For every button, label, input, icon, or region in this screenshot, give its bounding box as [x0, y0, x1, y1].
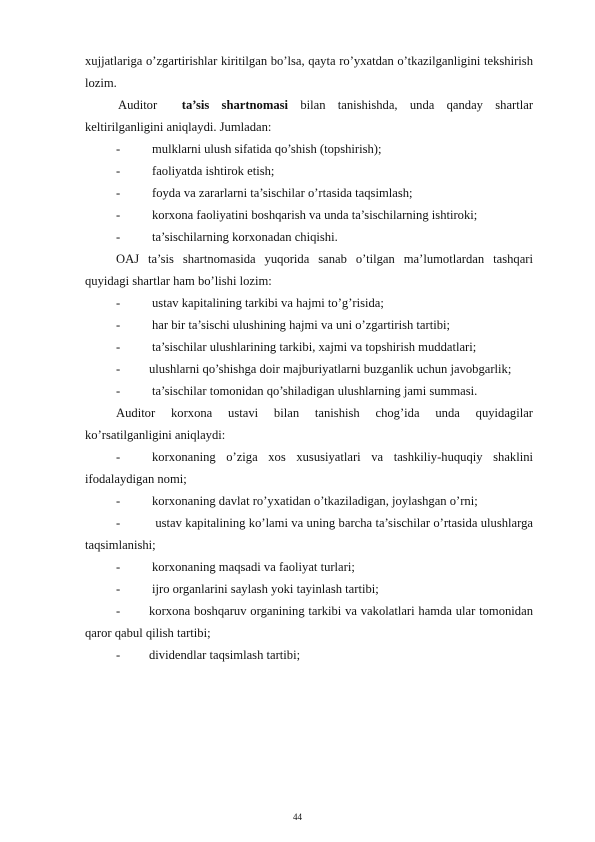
list-item: - foyda va zararlarni ta’sischilar o’rtasida taqsimlash; [85, 182, 533, 204]
paragraph-charter: Auditor korxona ustavi bilan tanishish chog’ida unda quyidagilar ko’rsatilganligini aniqlaydi: [85, 406, 533, 442]
list-oaj-conditions [85, 292, 533, 402]
dash-marker: - [116, 494, 121, 508]
list-item: - ijro organlarini saylash yoki tayinlash tartibi; [85, 578, 533, 600]
list-item: - korxona boshqaruv organining tarkibi va vakolatlari hamda ular tomonidan qaror qabul qilish tartibi; [85, 600, 533, 644]
dash-marker: - [116, 648, 121, 662]
list-charter-contents [85, 446, 533, 666]
paragraph-lead: Auditor [118, 98, 158, 112]
list-item: - ulushlarni qo’shishga doir majburiyatlarni buzganlik uchun javobgarlik; [85, 358, 533, 380]
dash-marker: - [116, 340, 121, 354]
dash-marker: - [116, 142, 121, 156]
paragraph-oaj: OAJ ta’sis shartnomasida yuqorida sanab o’tilgan ma’lumotlardan tashqari quyidagi shartlar ham bo’lishi lozim: [85, 252, 533, 288]
list-item: - korxonaning davlat ro’yxatidan o’tkaziladigan, joylashgan o’rni; [85, 490, 533, 512]
list-item: - korxona faoliyatini boshqarish va unda ta’sischilarning ishtiroki; [85, 204, 533, 226]
dash-marker: - [116, 450, 121, 464]
dash-marker: - [116, 516, 121, 530]
dash-marker: - [116, 384, 121, 398]
list-item: - ta’sischilarning korxonadan chiqishi. [85, 226, 533, 248]
list-item: - mulklarni ulush sifatida qo’shish (topshirish); [85, 138, 533, 160]
dash-marker: - [116, 164, 121, 178]
paragraph-rest: bilan tanishishda, unda qanday shartlar keltirilganligini aniqlaydi. Jumladan: [85, 98, 534, 134]
dash-marker: - [116, 362, 121, 376]
dash-marker: - [116, 296, 121, 310]
dash-marker: - [116, 604, 121, 618]
list-item: - korxonaning maqsadi va faoliyat turlari; [85, 556, 533, 578]
dash-marker: - [116, 318, 121, 332]
list-item: - ta’sischilar ulushlarining tarkibi, xajmi va topshirish muddatlari; [85, 336, 533, 358]
paragraph-auditor-agreement [85, 94, 533, 138]
list-item: - ta’sischilar tomonidan qo’shiladigan ulushlarning jami summasi. [85, 380, 533, 402]
dash-marker: - [116, 186, 121, 200]
list-agreement-terms [85, 138, 533, 248]
list-item: - ustav kapitalining ko’lami va uning barcha ta’sischilar o’rtasida ulushlarga taqsimlanishi; [85, 512, 533, 556]
dash-marker: - [116, 582, 121, 596]
dash-marker: - [116, 208, 121, 222]
list-item: - ustav kapitalining tarkibi va hajmi to’g’risida; [85, 292, 533, 314]
dash-marker: - [116, 230, 121, 244]
list-item: - dividendlar taqsimlash tartibi; [85, 644, 533, 666]
list-item: - korxonaning o’ziga xos xususiyatlari va tashkiliy-huquqiy shaklini ifodalaydigan nomi; [85, 446, 533, 490]
dash-marker: - [116, 560, 121, 574]
list-item: - har bir ta’sischi ulushining hajmi va uni o’zgartirish tartibi; [85, 314, 533, 336]
paragraph-intro: xujjatlariga o’zgartirishlar kiritilgan bo’lsa, qayta ro’yxatdan o’tkazilganligini tekshirish lozim. [85, 54, 533, 90]
page-number: 44 [293, 812, 302, 822]
list-item: - faoliyatda ishtirok etish; [85, 160, 533, 182]
bold-term: ta’sis shartnomasi [181, 98, 289, 112]
document-page [85, 50, 533, 666]
